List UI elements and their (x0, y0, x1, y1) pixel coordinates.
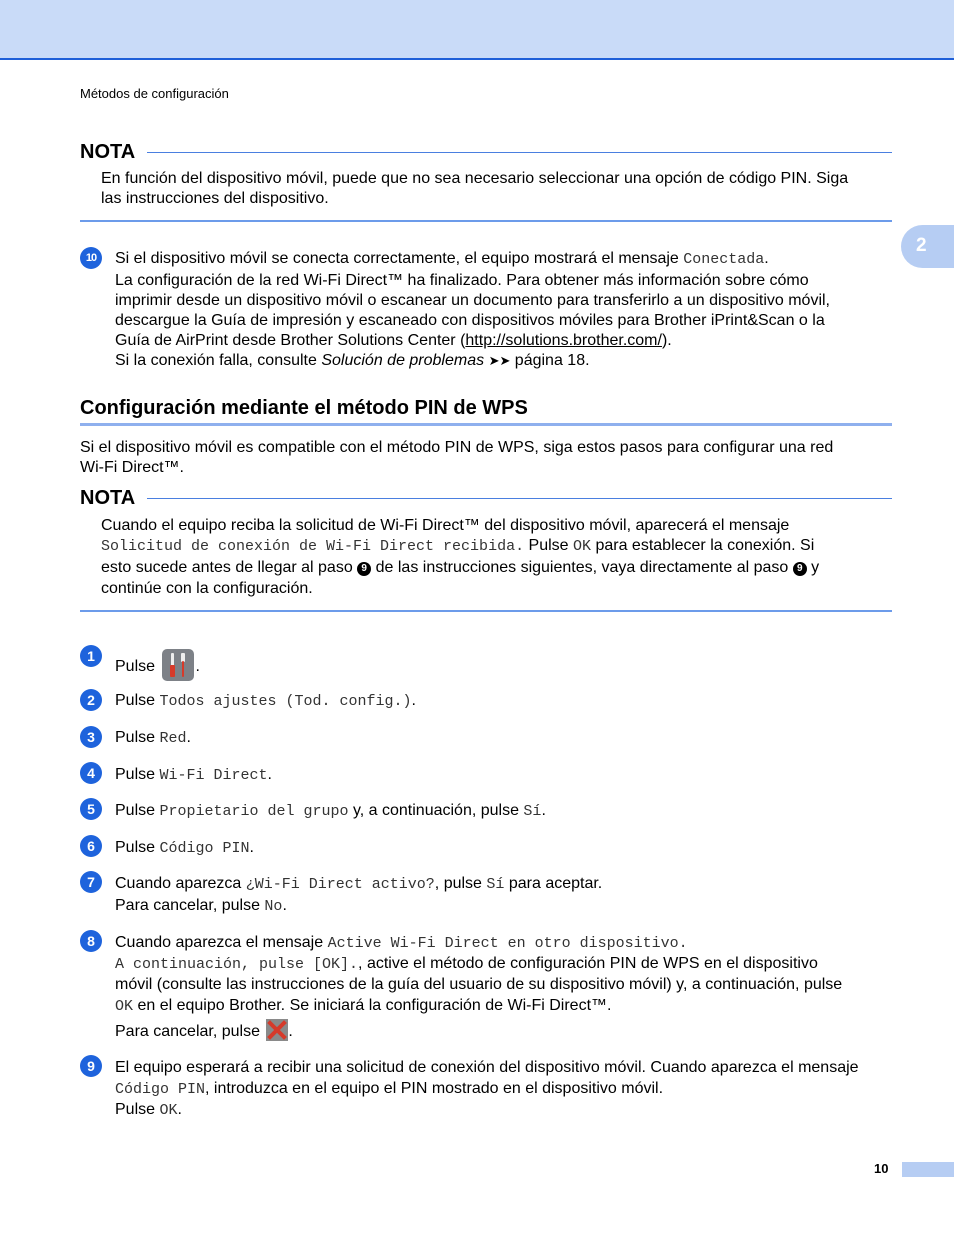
step-badge-7: 7 (80, 871, 102, 893)
step-5-text: Pulse Propietario del grupo y, a continuación, pulse Sí. (115, 802, 546, 820)
lcd-message: Active Wi-Fi Direct en otro dispositivo. (327, 935, 688, 952)
lcd-message: ¿Wi-Fi Direct activo? (245, 876, 435, 893)
cross-reference[interactable]: Solución de problemas (321, 352, 485, 369)
step-badge-3: 3 (80, 726, 102, 748)
solutions-link[interactable]: http://solutions.brother.com/ (465, 332, 662, 349)
step-ref-badge: 9 (357, 562, 371, 576)
step-7-text: Para cancelar, pulse No. (115, 897, 287, 915)
step-8-text: Cuando aparezca el mensaje Active Wi-Fi Direct en otro dispositivo. (115, 934, 688, 952)
lcd-message: Conectada (683, 251, 765, 268)
page-number: 10 (874, 1161, 889, 1176)
step-badge-9: 9 (80, 1055, 102, 1077)
menu-option: Sí (523, 803, 542, 820)
cancel-x-icon[interactable] (266, 1019, 288, 1041)
step-1-text: Pulse . (115, 648, 200, 682)
section-heading: Configuración mediante el método PIN de WPS (80, 397, 528, 419)
top-header-band (0, 0, 954, 60)
step-10-text: Si el dispositivo móvil se conecta correctamente, el equipo mostrará el mensaje Conectada. (115, 250, 769, 268)
step-9-text: Código PIN, introduzca en el equipo el PIN mostrado en el dispositivo móvil. (115, 1080, 664, 1098)
step-10-text: imprimir desde un dispositivo móvil o escanear un documento para transferirlo a un dispositivo móvil, (115, 292, 830, 309)
menu-option: OK (159, 1102, 178, 1119)
step-10-text: Si la conexión falla, consulte Solución de problemas ➤➤ página 18. (115, 352, 590, 369)
note-end-rule (80, 220, 892, 222)
chapter-tab (901, 225, 954, 268)
menu-option: Todos ajustes (Tod. config.) (159, 693, 412, 710)
step-8-text: A continuación, pulse [OK]., active el método de configuración PIN de WPS en el dispositivo (115, 955, 818, 973)
step-9-text: Pulse OK. (115, 1101, 182, 1119)
section-heading-rule (80, 423, 892, 426)
step-badge-2: 2 (80, 689, 102, 711)
lcd-message: Código PIN (115, 1081, 206, 1098)
step-badge-5: 5 (80, 798, 102, 820)
step-9-text: El equipo esperará a recibir una solicitud de conexión del dispositivo móvil. Cuando aparezca el mensaje (115, 1059, 859, 1076)
note-end-rule (80, 610, 892, 612)
section-intro: Si el dispositivo móvil es compatible con el método PIN de WPS, siga estos pasos para configurar una red (80, 439, 834, 456)
step-badge-6: 6 (80, 835, 102, 857)
menu-option: Wi-Fi Direct (159, 767, 268, 784)
step-8-text: OK en el equipo Brother. Se iniciará la configuración de Wi-Fi Direct™. (115, 997, 612, 1015)
step-badge-8: 8 (80, 930, 102, 952)
step-4-text: Pulse Wi-Fi Direct. (115, 766, 272, 784)
step-2-text: Pulse Todos ajustes (Tod. config.). (115, 692, 416, 710)
step-7-text: Cuando aparezca ¿Wi-Fi Direct activo?, pulse Sí para aceptar. (115, 875, 603, 893)
double-arrow-icon: ➤➤ (488, 353, 511, 368)
step-badge-4: 4 (80, 762, 102, 784)
step-3-text: Pulse Red. (115, 729, 191, 747)
step-10-text: descargue la Guía de impresión y escaneado con dispositivos móviles para Brother iPrint&Scan o la (115, 312, 825, 329)
note-text-line: Cuando el equipo reciba la solicitud de Wi-Fi Direct™ del dispositivo móvil, aparecerá el mensaje (101, 517, 790, 534)
menu-option: Código PIN (159, 840, 250, 857)
step-8-text: móvil (consulte las instrucciones de la guía del usuario de su dispositivo móvil) y, a continuación, pulse (115, 976, 843, 993)
menu-option: Sí (486, 876, 505, 893)
footer-bar (902, 1162, 954, 1177)
lcd-message: Solicitud de conexión de Wi-Fi Direct recibida. (101, 538, 525, 555)
note-title: NOTA (80, 487, 136, 509)
menu-option: No (264, 898, 283, 915)
menu-option: Propietario del grupo (159, 803, 349, 820)
menu-option: Red (159, 730, 187, 747)
step-ref-badge: 9 (793, 562, 807, 576)
step-10-text: Guía de AirPrint desde Brother Solutions Center (http://solutions.brother.com/). (115, 332, 672, 349)
note-title: NOTA (80, 141, 136, 163)
settings-tools-icon[interactable] (161, 648, 195, 682)
note-text-line: las instrucciones del dispositivo. (101, 190, 329, 207)
note-text-line: esto sucede antes de llegar al paso 9 de las instrucciones siguientes, vaya directamente al paso 9 y (101, 559, 820, 576)
step-10-text: La configuración de la red Wi-Fi Direct™ ha finalizado. Para obtener más información sobre cómo (115, 272, 809, 289)
note-text-line: Solicitud de conexión de Wi-Fi Direct recibida. Pulse OK para establecer la conexión. Si (101, 537, 815, 555)
note-text-line: En función del dispositivo móvil, puede que no sea necesario seleccionar una opción de código PIN. Siga (101, 170, 849, 187)
running-header: Métodos de configuración (80, 86, 229, 101)
step-badge-1: 1 (80, 645, 102, 667)
step-6-text: Pulse Código PIN. (115, 839, 254, 857)
note-title-rule (147, 152, 892, 153)
lcd-message: A continuación, pulse [OK]. (115, 956, 359, 973)
note-title-rule (147, 498, 892, 499)
step-badge-10: 10 (80, 247, 102, 269)
section-intro: Wi-Fi Direct™. (80, 459, 184, 476)
note-text-line: continúe con la configuración. (101, 580, 313, 597)
step-8-text: Para cancelar, pulse . (115, 1019, 293, 1042)
menu-option: OK (115, 998, 134, 1015)
chapter-number: 2 (916, 235, 927, 256)
